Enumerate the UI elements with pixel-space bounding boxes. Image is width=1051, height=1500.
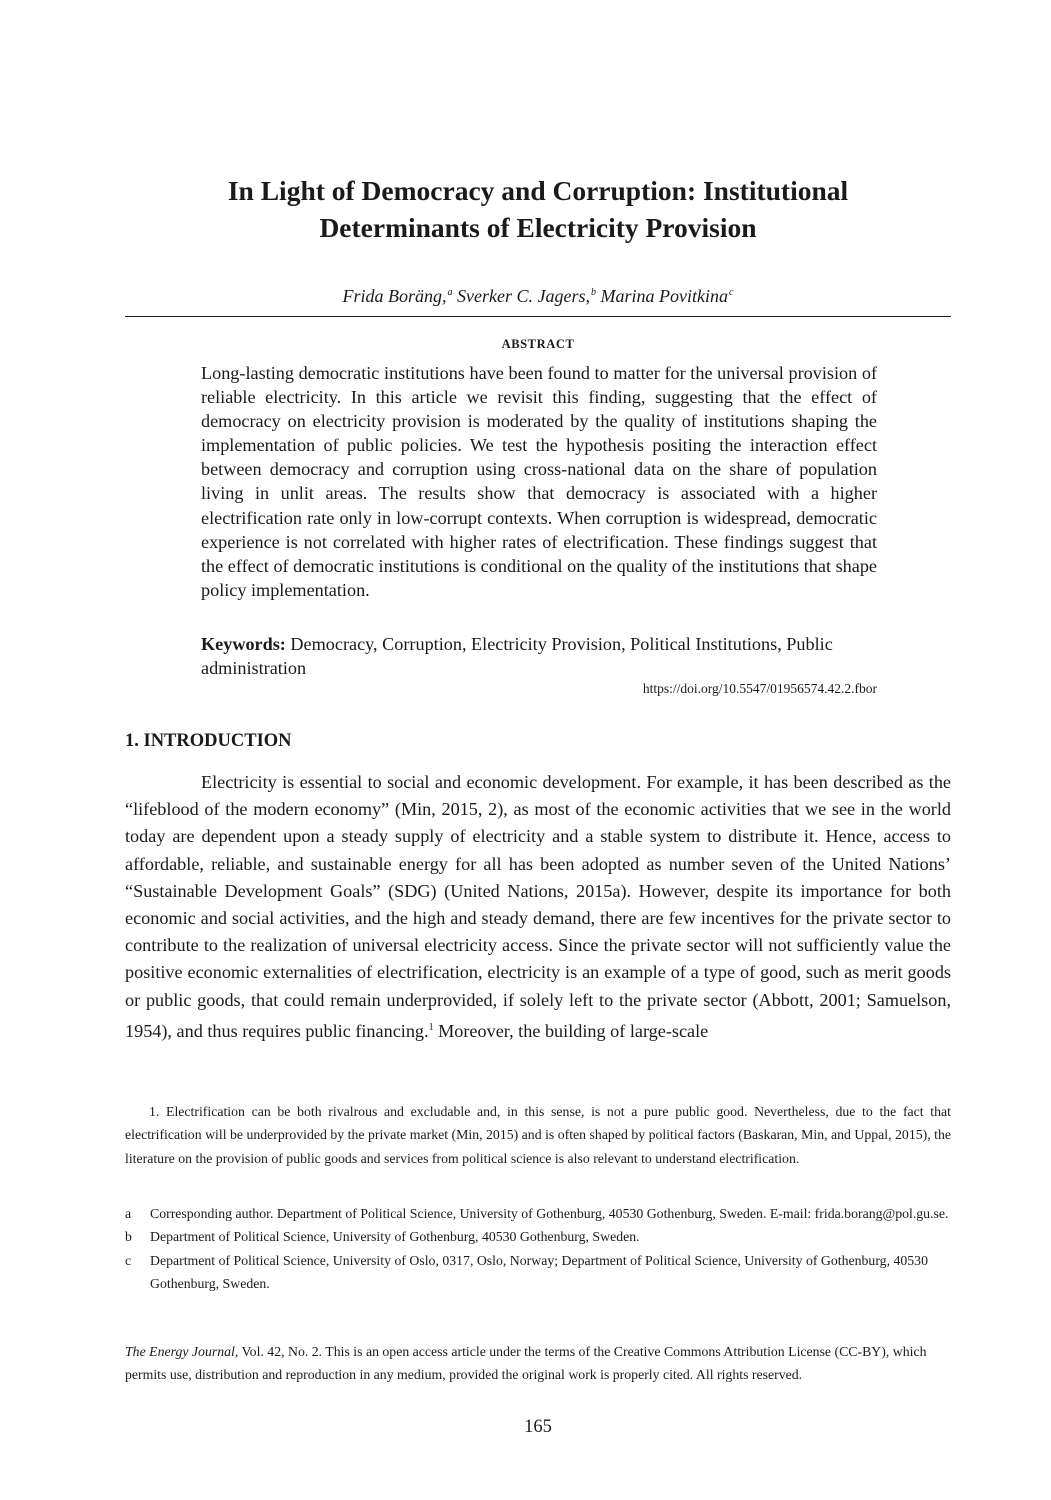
header-divider [125, 316, 951, 317]
affiliation-letter: a [125, 1206, 132, 1221]
journal-name: The Energy Journal [125, 1344, 235, 1359]
doi-link[interactable]: https://doi.org/10.5547/01956574.42.2.fbor [642, 681, 877, 696]
title-line-2: Determinants of Electricity Provision [319, 212, 757, 243]
page-number: 165 [524, 1417, 552, 1437]
affiliation-text: Department of Political Science, University of Oslo, 0317, Oslo, Norway; Department of Political Science, University of Gothenburg, 40530 Gothenburg, Sweden. [150, 1252, 928, 1292]
keywords-label: Keywords: [201, 634, 286, 654]
author-affil-mark: a [447, 287, 453, 298]
author-list [125, 281, 951, 308]
abstract-heading: ABSTRACT [501, 337, 575, 351]
author-name: Frida Boräng, [342, 286, 447, 306]
footnote-1: 1. Electrification can be both rivalrous and excludable and, in this sense, is not a pure public good. Nevertheless, due to the fact that electrification will be underprovided by the private market (Min, 2015) and is often shaped by political factors (Baskaran, Min, and Uppal, 2015), the literature on the provision of public goods and services from political science is also relevant to understand electrification. [125, 1104, 951, 1166]
section-heading-introduction: 1. INTRODUCTION [125, 731, 292, 751]
journal-notice [125, 1340, 951, 1387]
author-name: Marina Povitkina [600, 286, 728, 306]
license-text: , Vol. 42, No. 2. This is an open access article under the terms of the Creative Commons Attribution License (CC-BY), which permits use, distribution and reproduction in any medium, provided the original work is properly cited. All rights reserved. [125, 1344, 927, 1383]
introduction-text: Electricity is essential to social and economic development. For example, it has been described as the “lifeblood of the modern economy” (Min, 2015, 2), as most of the economic activities that we see in the world today are dependent upon a steady supply of electricity and a stable system to distribute it. Hence, access to affordable, reliable, and sustainable energy for all has been adopted as number seven of the United Nations’ “Sustainable Development Goals” (SDG) (United Nations, 2015a). However, despite its importance for both economic and social activities, and the high and steady demand, there are few incentives for the private sector to contribute to the realization of universal electricity access. Since the private sector will not sufficiently value the positive economic externalities of electrification, electricity is an example of a type of good, such as merit goods or public goods, that could remain underprovided, if solely left to the private sector (Abbott, 2001; Samuelson, 1954), and thus requires public financing. [125, 772, 951, 1041]
introduction-paragraph [125, 769, 951, 1045]
affiliation-item [125, 1202, 951, 1225]
affiliation-item [125, 1225, 951, 1248]
author-name: Sverker C. Jagers, [457, 286, 591, 306]
affiliation-item [125, 1249, 951, 1296]
title-line-1: In Light of Democracy and Corruption: Institutional [227, 175, 849, 206]
abstract-text: Long-lasting democratic institutions have been found to matter for the universal provision of reliable electricity. In this article we revisit this finding, suggesting that the effect of democracy on electricity provision is moderated by the quality of institutions shaping the implementation of public policies. We test the hypothesis positing the interaction effect between democracy and corruption using cross-national data on the share of population living in unlit areas. The results show that democracy is associated with a higher electrification rate only in low-corrupt contexts. When corruption is widespread, democratic experience is not correlated with higher rates of electrification. These findings suggest that the effect of democratic institutions is conditional on the quality of the institutions that shape policy implementation. [201, 363, 877, 600]
affiliation-letter: b [125, 1229, 132, 1245]
footnote-reference[interactable]: 1 [428, 1021, 434, 1033]
affiliation-list [125, 1202, 951, 1296]
paper-title [125, 172, 951, 246]
author-affil-mark: b [591, 287, 597, 298]
affiliation-text: Corresponding author. Department of Political Science, University of Gothenburg, 40530 Gothenburg, Sweden. E-mail: frida.borang@pol.gu.se. [150, 1206, 949, 1221]
affiliation-letter: c [125, 1252, 132, 1268]
keywords [201, 632, 877, 680]
affiliation-text: Department of Political Science, University of Gothenburg, 40530 Gothenburg, Sweden. [150, 1229, 640, 1245]
author-affil-mark: c [729, 287, 734, 298]
introduction-text-continued: Moreover, the building of large-scale [433, 1020, 709, 1041]
keywords-list: Democracy, Corruption, Electricity Provision, Political Institutions, Public administration [201, 634, 833, 679]
